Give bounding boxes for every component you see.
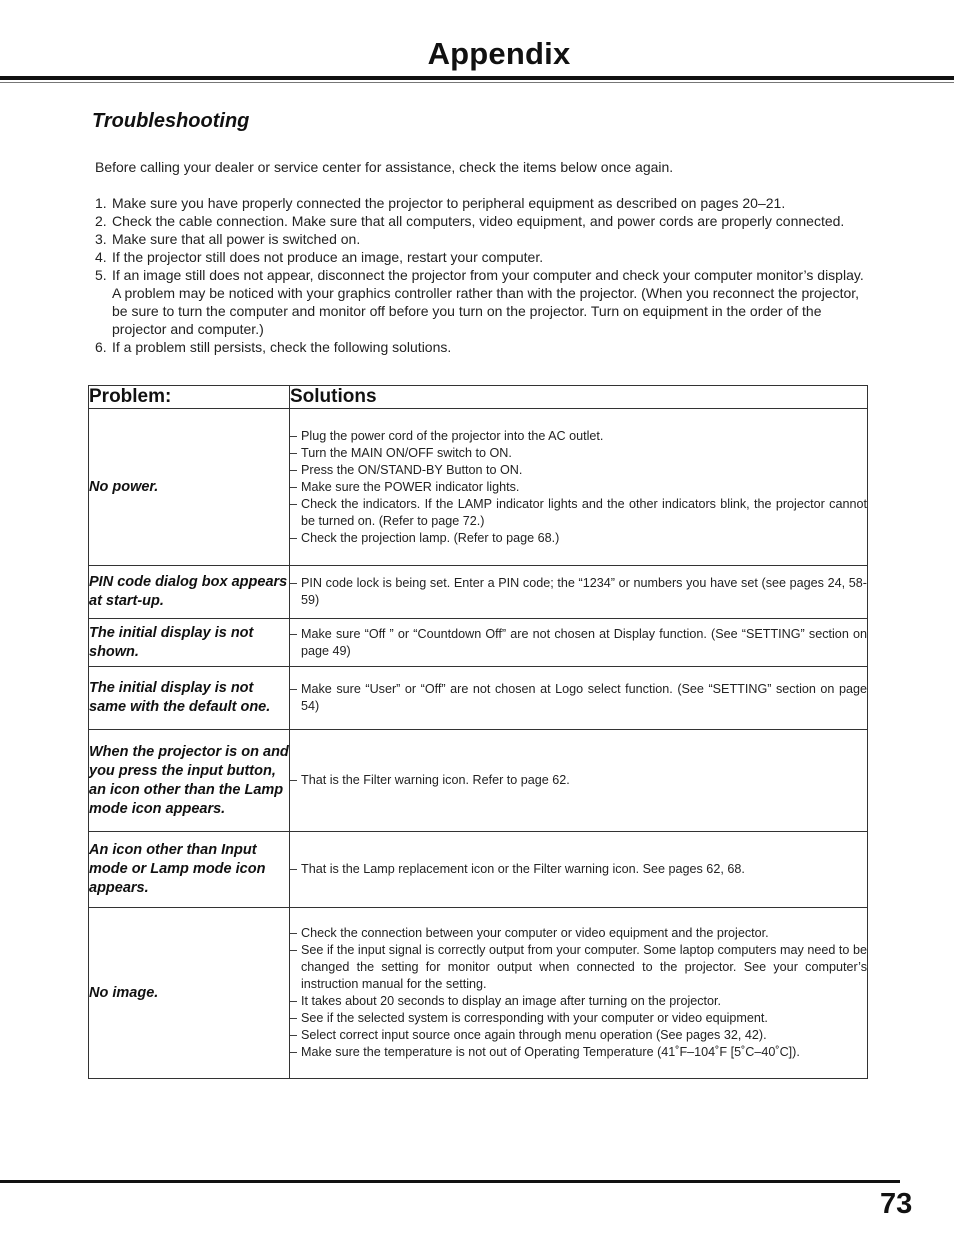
solution-text: Make sure the POWER indicator lights. (301, 479, 520, 494)
title-rule (0, 76, 954, 80)
solution-item (290, 479, 867, 496)
solutions-cell (290, 409, 868, 566)
solutions-cell (290, 667, 868, 730)
solution-text: See if the input signal is correctly output from your computer. Some laptop computers may need to be changed the setting for monitor output when connected to the projector. See your computer’s instruction manual for the setting. (301, 943, 867, 991)
solution-item (290, 681, 867, 715)
solution-item (290, 462, 867, 479)
solution-item (290, 530, 867, 547)
page-number: 73 (880, 1188, 913, 1220)
solution-text: Check the connection between your computer or video equipment and the projector. (301, 926, 769, 940)
solution-item (290, 942, 867, 993)
solution-item (290, 496, 867, 530)
table-row (89, 409, 868, 566)
checklist-number: 6. (95, 339, 107, 355)
bullet-dash: – (290, 943, 298, 957)
footer-rule (0, 1180, 900, 1183)
bullet-dash: – (290, 682, 298, 696)
problem-cell: No image. (89, 908, 290, 1079)
bullet-dash: – (290, 428, 298, 443)
table-row (89, 667, 868, 730)
bullet-dash: – (290, 1045, 298, 1059)
solution-item (290, 428, 867, 445)
checklist-item (95, 212, 870, 230)
bullet-dash: – (290, 1028, 298, 1042)
solutions-cell (290, 730, 868, 832)
bullet-dash: – (290, 576, 298, 590)
section-heading: Troubleshooting (92, 110, 250, 132)
bullet-dash: – (290, 496, 298, 511)
bullet-dash: – (290, 773, 298, 787)
solution-item (290, 1027, 867, 1044)
bullet-dash: – (290, 862, 298, 876)
checklist-text: If the projector still does not produce an image, restart your computer. (112, 249, 544, 265)
bullet-dash: – (290, 994, 298, 1008)
intro-paragraph: Before calling your dealer or service center for assistance, check the items below once again. (95, 159, 674, 175)
solution-text: Make sure “Off ” or “Countdown Off” are not chosen at Display function. (See “SETTING” section on page 49) (301, 626, 867, 658)
solution-text: Turn the MAIN ON/OFF switch to ON. (301, 445, 512, 460)
checklist-text: If a problem still persists, check the following solutions. (112, 339, 452, 355)
solution-item (290, 861, 867, 878)
solution-item (290, 925, 867, 942)
title-rule-thin (0, 82, 954, 83)
table-row (89, 730, 868, 832)
solutions-cell (290, 619, 868, 667)
solutions-cell (290, 566, 868, 619)
bullet-dash: – (290, 530, 298, 545)
solution-item (290, 626, 867, 660)
checklist-item (95, 230, 870, 248)
checklist-text: Make sure you have properly connected the projector to peripheral equipment as described on pages 20–21. (112, 195, 786, 211)
solution-text: Make sure the temperature is not out of Operating Temperature (41˚F–104˚F [5˚C–40˚C]). (301, 1045, 800, 1059)
checklist-item (95, 248, 870, 266)
solution-item (290, 1010, 867, 1027)
problem-cell: No power. (89, 409, 290, 566)
problem-cell: The initial display is not shown. (89, 619, 290, 667)
problem-cell: PIN code dialog box appears at start-up. (89, 566, 290, 619)
table-row (89, 619, 868, 667)
table-row (89, 832, 868, 908)
table-row (89, 566, 868, 619)
checklist-item (95, 266, 870, 338)
checklist-number: 4. (95, 249, 107, 265)
solution-text: Select correct input source once again through menu operation (See pages 32, 42). (301, 1028, 767, 1042)
solution-text: Plug the power cord of the projector into the AC outlet. (301, 428, 604, 443)
checklist-number: 5. (95, 267, 107, 283)
solution-text: It takes about 20 seconds to display an image after turning on the projector. (301, 994, 722, 1008)
table-row (89, 908, 868, 1079)
solution-text: Check the projection lamp. (Refer to page 68.) (301, 530, 560, 545)
solution-text: Make sure “User” or “Off” are not chosen at Logo select function. (See “SETTING” section on page 54) (301, 682, 867, 713)
solution-text: PIN code lock is being set. Enter a PIN code; the “1234” or numbers you have set (see pages 24, 58-59) (301, 576, 867, 607)
problem-cell: An icon other than Input mode or Lamp mode icon appears. (89, 832, 290, 908)
bullet-dash: – (290, 445, 298, 460)
checklist-text: Check the cable connection. Make sure that all computers, video equipment, and power cords are properly connected. (112, 213, 845, 229)
solutions-cell (290, 908, 868, 1079)
problem-column-header: Problem: (89, 386, 290, 409)
checklist-item (95, 338, 870, 356)
table-header-row (89, 386, 868, 409)
checklist-text: Make sure that all power is switched on. (112, 231, 361, 247)
bullet-dash: – (290, 926, 298, 940)
solution-item (290, 445, 867, 462)
solutions-column-header: Solutions (290, 386, 868, 409)
bullet-dash: – (290, 462, 298, 477)
bullet-dash: – (290, 626, 298, 641)
solution-item (290, 772, 867, 789)
checklist-number: 3. (95, 231, 107, 247)
solution-item (290, 1044, 867, 1061)
bullet-dash: – (290, 1011, 298, 1025)
solution-text: Check the indicators. If the LAMP indicator lights and the other indicators blink, the projector cannot be turned on. (Refer to page 72.) (301, 496, 867, 528)
checklist (95, 194, 870, 356)
checklist-number: 1. (95, 195, 107, 211)
problem-cell: When the projector is on and you press the input button, an icon other than the Lamp mode icon appears. (89, 730, 290, 832)
problem-cell: The initial display is not same with the default one. (89, 667, 290, 730)
solution-item (290, 575, 867, 609)
solution-text: That is the Filter warning icon. Refer to page 62. (301, 773, 570, 787)
solutions-cell (290, 832, 868, 908)
page-title: Appendix (427, 36, 571, 71)
solution-text: See if the selected system is corresponding with your computer or video equipment. (301, 1011, 768, 1025)
solution-text: Press the ON/STAND-BY Button to ON. (301, 462, 523, 477)
checklist-number: 2. (95, 213, 107, 229)
checklist-text: If an image still does not appear, disconnect the projector from your computer and check your computer monitor’s display. A problem may be noticed with your graphics controller rather than with the projector. (When you reconnect the projector, be sure to turn the computer and monitor off before you turn on the projector. Turn on equipment in the order of the projector and computer.) (112, 267, 864, 337)
troubleshooting-table (88, 385, 868, 1079)
checklist-item (95, 194, 870, 212)
solution-text: That is the Lamp replacement icon or the Filter warning icon. See pages 62, 68. (301, 862, 745, 876)
solution-item (290, 993, 867, 1010)
bullet-dash: – (290, 479, 298, 494)
